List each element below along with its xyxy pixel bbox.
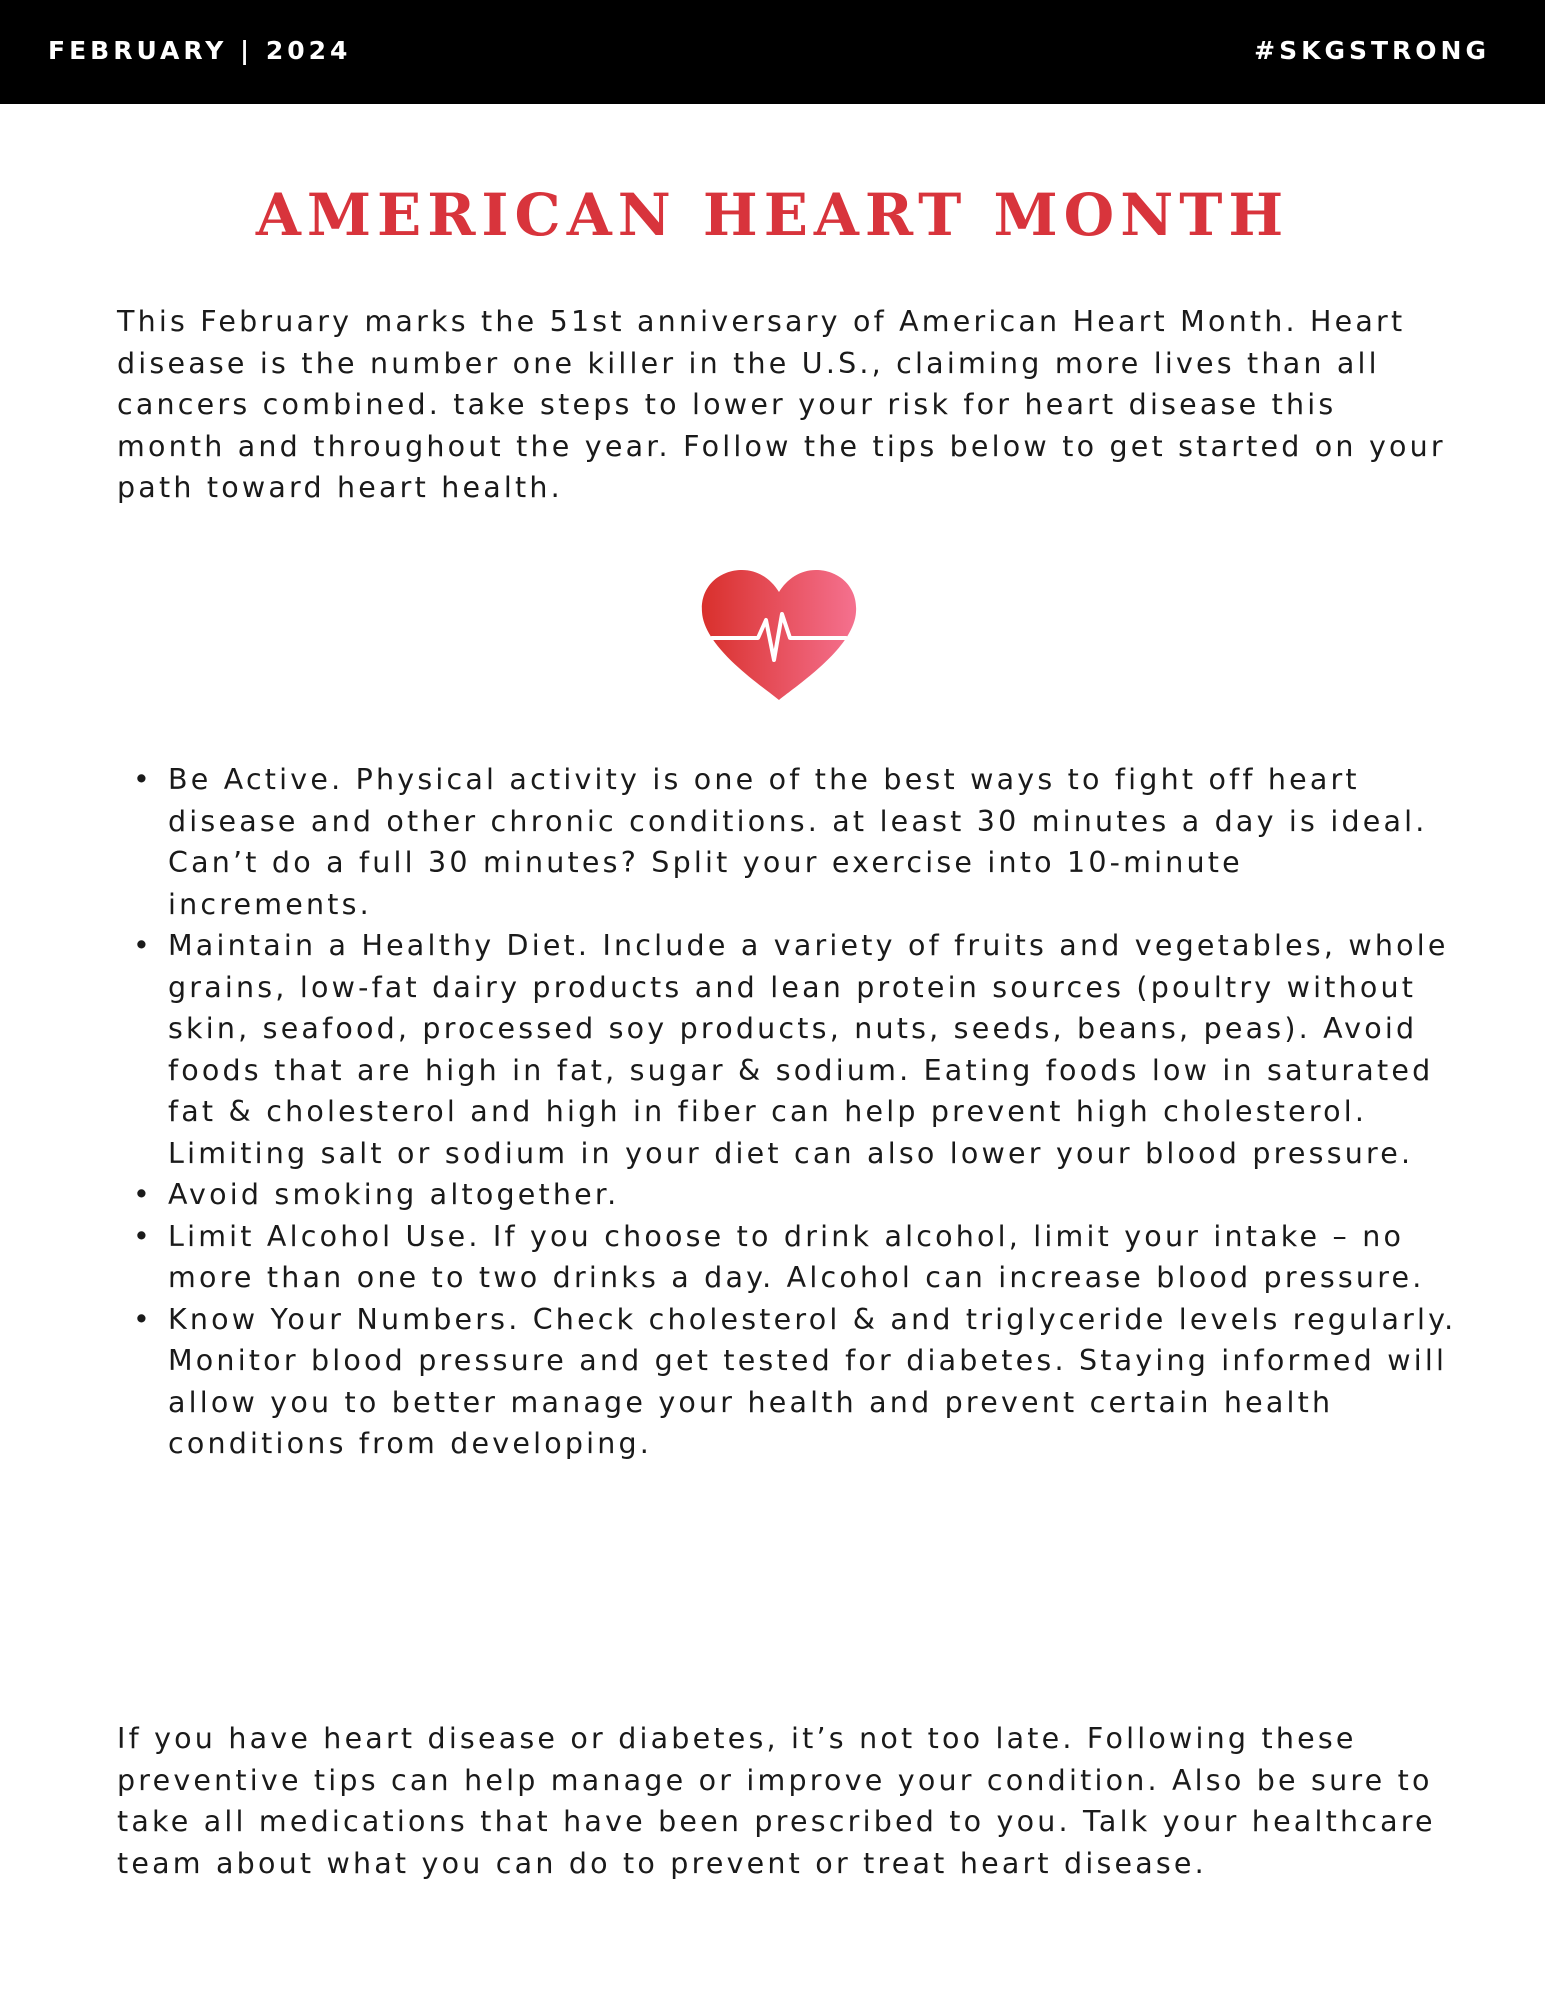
header-date: FEBRUARY | 2024: [48, 36, 352, 65]
closing-paragraph: If you have heart disease or diabetes, it’s not too late. Following these preventive tips can help manage or improve your condition. Also be sure to take all medications that have been prescribed to you. Talk your healthcare team about what you can do to prevent or treat heart disease.: [117, 1722, 1436, 1880]
tip-text: Be Active. Physical activity is one of the best ways to fight off heart disease and other chronic conditions. at least 30 minutes a day is ideal. Can’t do a full 30 minutes? Split your exercise into 10-minute increments.: [168, 763, 1428, 921]
intro-paragraph: This February marks the 51st anniversary of American Heart Month. Heart disease is the number one killer in the U.S., claiming more lives than all cancers combined. take steps to lower your risk for heart disease this month and throughout the year. Follow the tips below to get started on your path toward heart health.: [117, 305, 1446, 504]
bullet-icon: •: [133, 763, 154, 796]
tip-text: Maintain a Healthy Diet. Include a variety of fruits and vegetables, whole grains, low-fat dairy products and lean protein sources (poultry without skin, seafood, processed soy products, nuts, seeds, beans, peas). Avoid foods that are high in fat, sugar & sodium. Eating foods low in saturated fat & cholesterol and high in fiber can help prevent high cholesterol. Limiting salt or sodium in your diet can also lower your blood pressure.: [168, 929, 1449, 1170]
list-item: [117, 925, 1457, 1174]
tip-text: Know Your Numbers. Check cholesterol & and triglyceride levels regularly. Monitor blood pressure and get tested for diabetes. Staying informed will allow you to better manage your health and prevent certain health conditions from developing.: [168, 1302, 1457, 1460]
bullet-icon: •: [133, 1219, 154, 1253]
header-hashtag: #SKGSTRONG: [1254, 36, 1490, 65]
tip-text: Avoid smoking altogether.: [168, 1178, 620, 1211]
tips-list: [117, 759, 1457, 1465]
list-item: [117, 1299, 1457, 1465]
bullet-icon: •: [133, 1178, 154, 1211]
list-item: [117, 759, 1457, 925]
tip-text: Limit Alcohol Use. If you choose to drink alcohol, limit your intake – no more than one to two drinks a day. Alcohol can increase blood pressure.: [168, 1219, 1425, 1294]
heart-pulse-icon: [700, 568, 858, 702]
page-title: AMERICAN HEART MONTH: [255, 181, 1290, 249]
list-item: [117, 1174, 1457, 1216]
header-bar: [0, 0, 1545, 104]
bullet-icon: •: [133, 929, 154, 962]
bullet-icon: •: [133, 1302, 154, 1336]
list-item: [117, 1216, 1457, 1299]
